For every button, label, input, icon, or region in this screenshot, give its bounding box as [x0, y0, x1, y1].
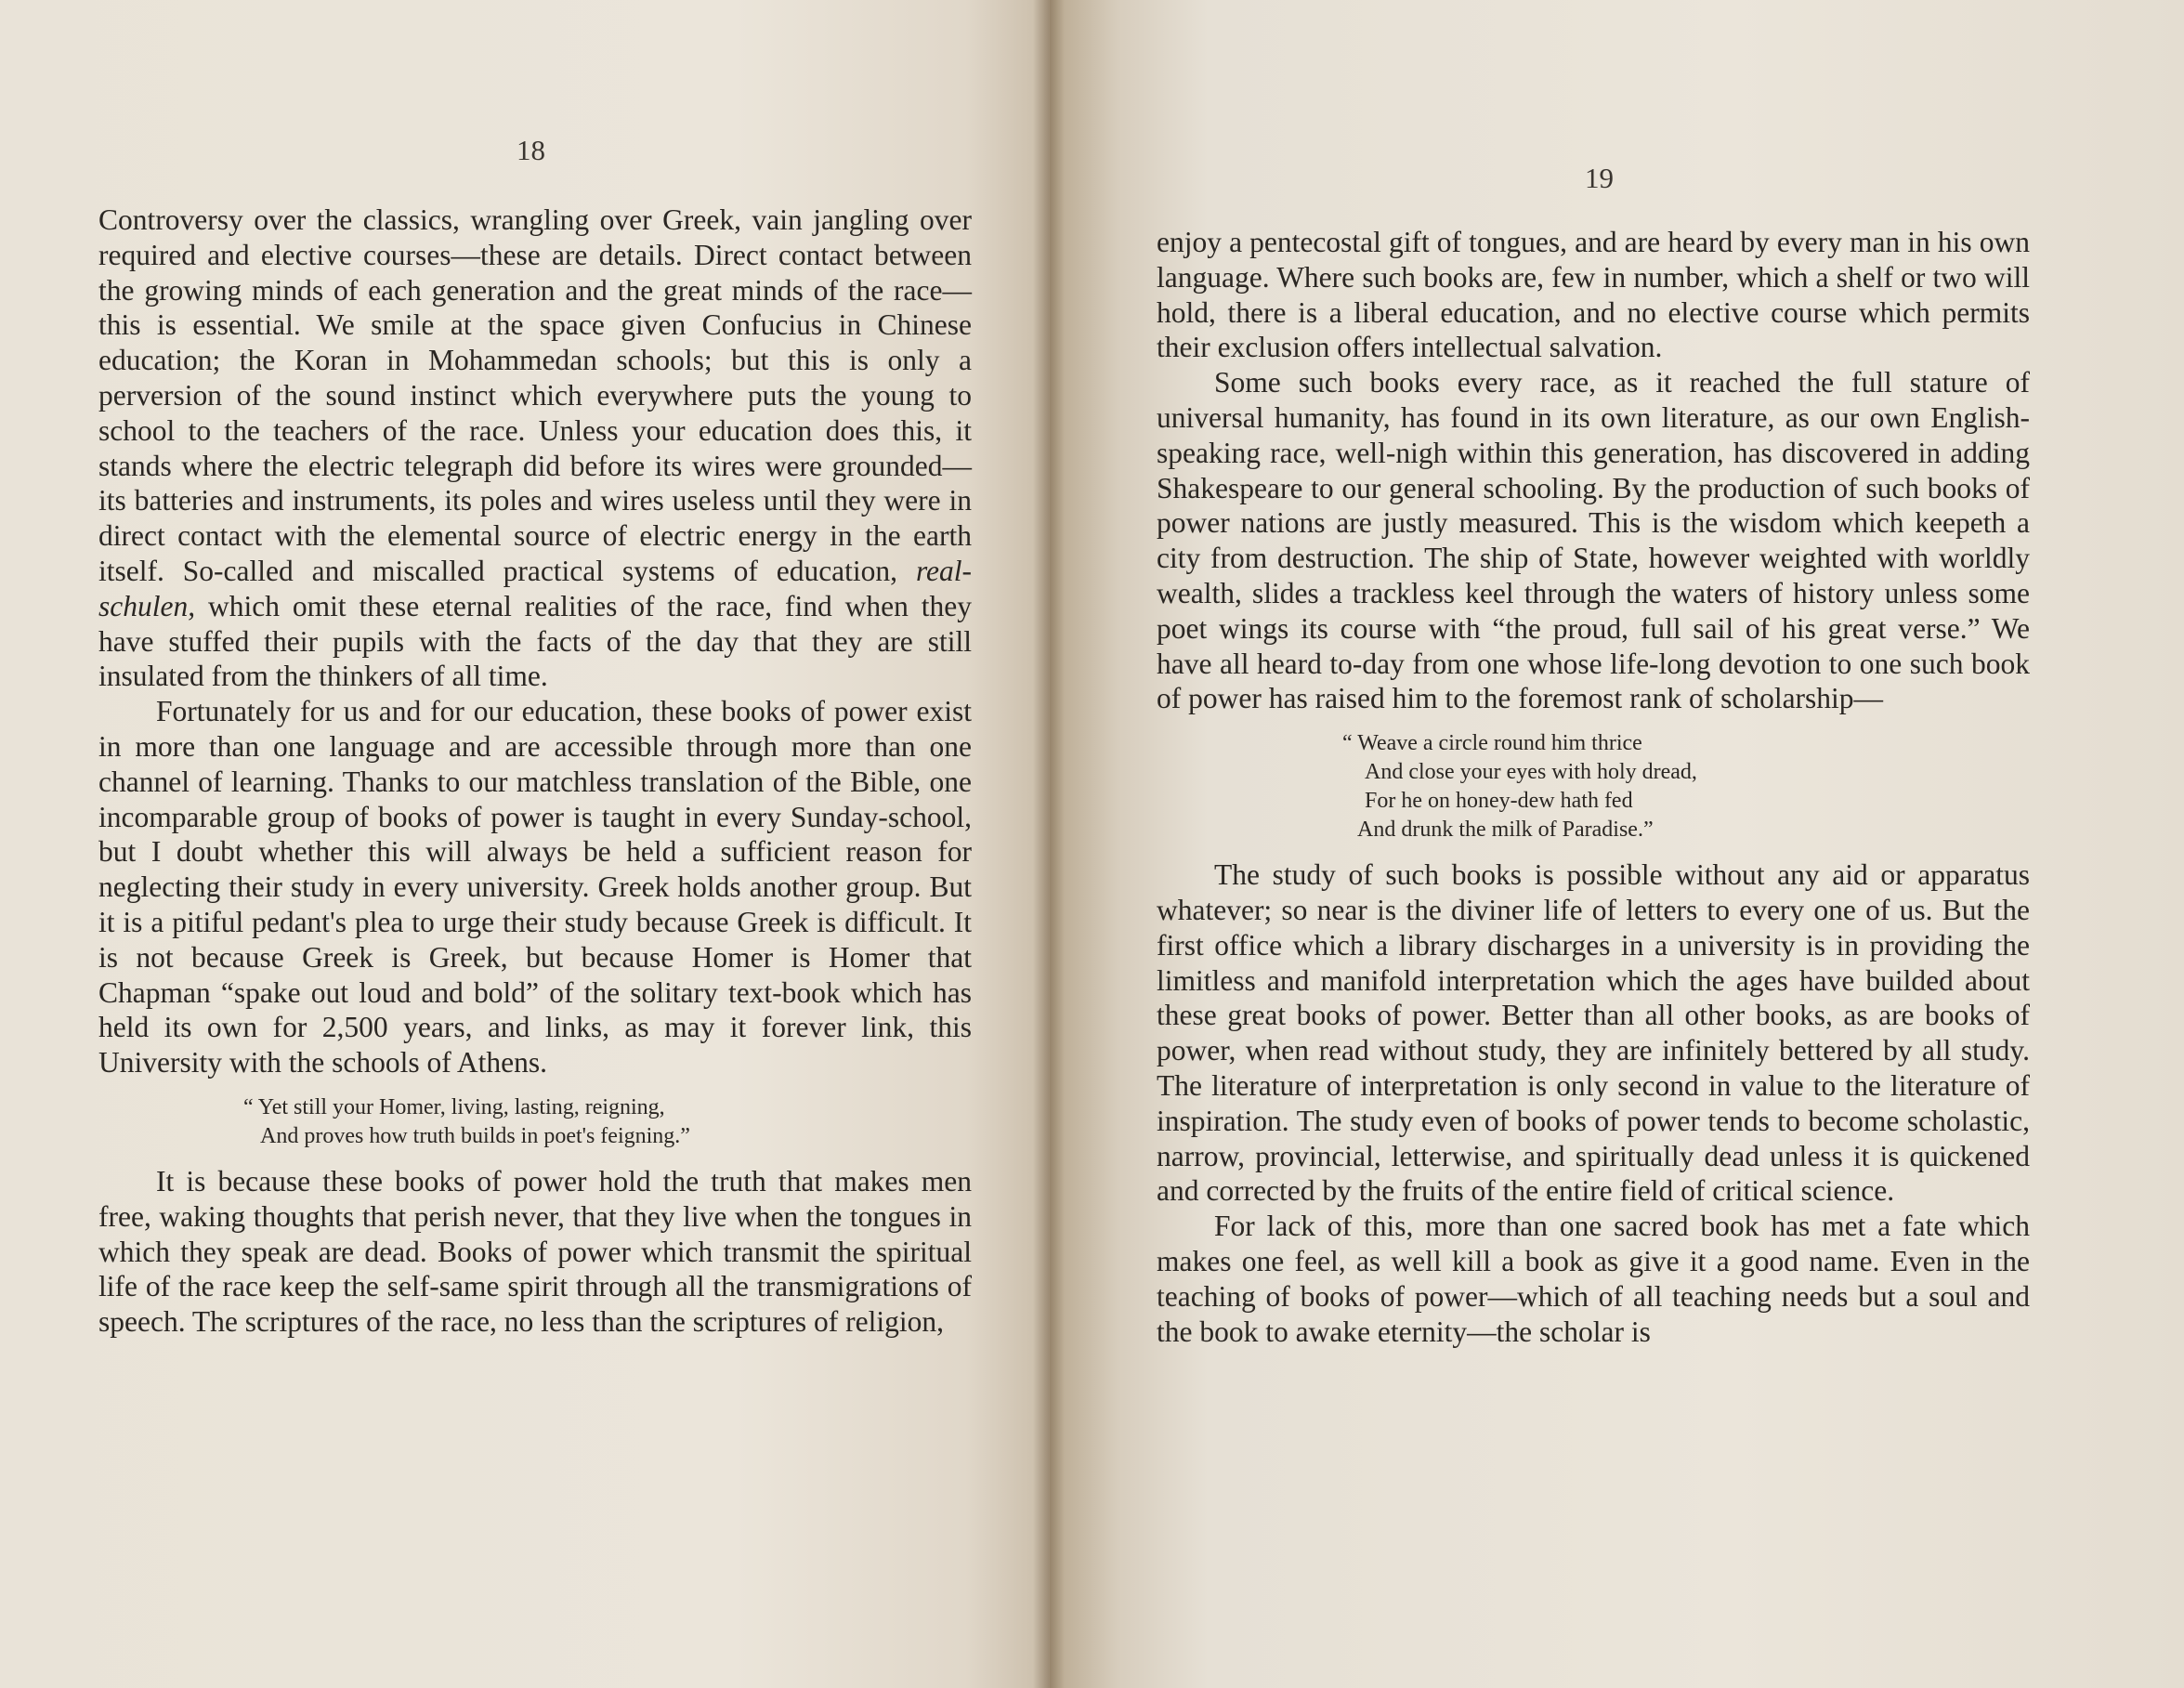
paragraph [98, 203, 972, 694]
paragraph: For lack of this, more than one sacred book has met a fate which makes one feel, as well kill a book as give it a good name. Even in the teaching of books of power—which of all teaching needs but a soul and the book to awake eternity—the scholar is [1157, 1210, 2030, 1348]
right-page [1050, 0, 2184, 1688]
paragraph-text: which omit these eternal realities of the race, find when they have stuffed their pupils with the facts of the day that they are still insulated from the thinkers of all time. [98, 589, 972, 693]
verse-quote [1157, 729, 2030, 844]
verse-line: And drunk the milk of Paradise.” [1357, 818, 1654, 843]
paragraph: Some such books every race, as it reached the full stature of universal humanity, has found in its own literature, as our own English-speaking race, well-nigh within this generation, has discovered in adding Shakespeare to our general schooling. By the production of such books of power nations are justly measured. This is the wisdom which keepeth a city from destruction. The ship of State, however weighted with worldly wealth, slides a trackless keel through the waters of history unless some poet wings its course with “the proud, full sail of his great verse.” We have all heard to-day from one whose life-long devotion to one such book of power has raised him to the foremost rank of scholarship— [1157, 366, 2030, 715]
paragraph: It is because these books of power hold the truth that makes men free, waking thoughts that perish never, that they live when the tongues in which they speak are dead. Books of power which transmit the spiritual life of the race keep the self-same spirit through all the transmigrations of speech. The scriptures of the race, no less than the scriptures of religion, [98, 1164, 972, 1339]
verse-line: And proves how truth builds in poet's feigning.” [260, 1123, 690, 1148]
verse-line: “ Yet still your Homer, living, lasting, reigning, [243, 1094, 665, 1119]
paragraph-text: Controversy over the classics, wrangling over Greek, vain jangling over required and elective courses—these are details. Direct contact between the growing minds of each generation and the great minds of the race—this is essential. We smile at the space given Confucius in Chinese education; the Koran in Mohammedan schools; but this is only a perversion of the sound instinct which everywhere puts the young to school to the teachers of the race. Unless your education does this, it stands where the electric telegraph did before its wires were grounded—its batteries and instruments, its poles and wires useless until they were in direct contact with the elemental source of electric energy in the earth itself. So-called and miscalled practical systems of education, [98, 203, 972, 587]
verse-line: For he on honey-dew hath fed [1365, 789, 1633, 814]
page-body [1157, 225, 2030, 1349]
left-page [0, 0, 1050, 1688]
verse-line: And close your eyes with holy dread, [1365, 760, 1697, 785]
page-body [98, 203, 972, 1340]
paragraph: Fortunately for us and for our education, these books of power exist in more than one language and are accessible through more than one channel of learning. Thanks to our matchless translation of the Bible, one incomparable group of books of power is taught in every Sunday-school, but I doubt whether this will always be held a sufficient reason for neglecting their study in every university. Greek holds another group. But it is a pitiful pedant's plea to urge their study because Greek is difficult. It is not because Greek is Greek, but because Homer is Homer that Chapman “spake out loud and bold” of the solitary text-book which has held its own for 2,500 years, and links, as may it forever link, this University with the schools of Athens. [98, 695, 972, 1080]
page-number: 19 [1585, 162, 1614, 194]
book-gutter [1033, 0, 1065, 1688]
page-number: 18 [517, 134, 545, 166]
paragraph: enjoy a pentecostal gift of tongues, and are heard by every man in his own language. Where such books are, few in number, which a shelf or two will hold, there is a liberal education, and no elective course which permits their exclusion offers intellectual salvation. [1157, 226, 2030, 364]
verse-quote [98, 1093, 972, 1151]
paragraph: The study of such books is possible without any aid or apparatus whatever; so near is the diviner life of letters to every one of us. But the first office which a library discharges in a university is in providing the limitless and manifold interpretation which the ages have builded about these great books of power. Better than all other books, as are books of power, when read without study, they are infinitely bettered by all study. The literature of interpretation is only second in value to the literature of inspiration. The study even of books of power tends to become scholastic, narrow, provincial, letterwise, and spiritually dead unless it is quickened and corrected by the fruits of the entire field of critical science. [1157, 858, 2030, 1208]
verse-line: “ Weave a circle round him thrice [1342, 731, 1642, 756]
italic-term: real-schulen, [98, 554, 972, 622]
